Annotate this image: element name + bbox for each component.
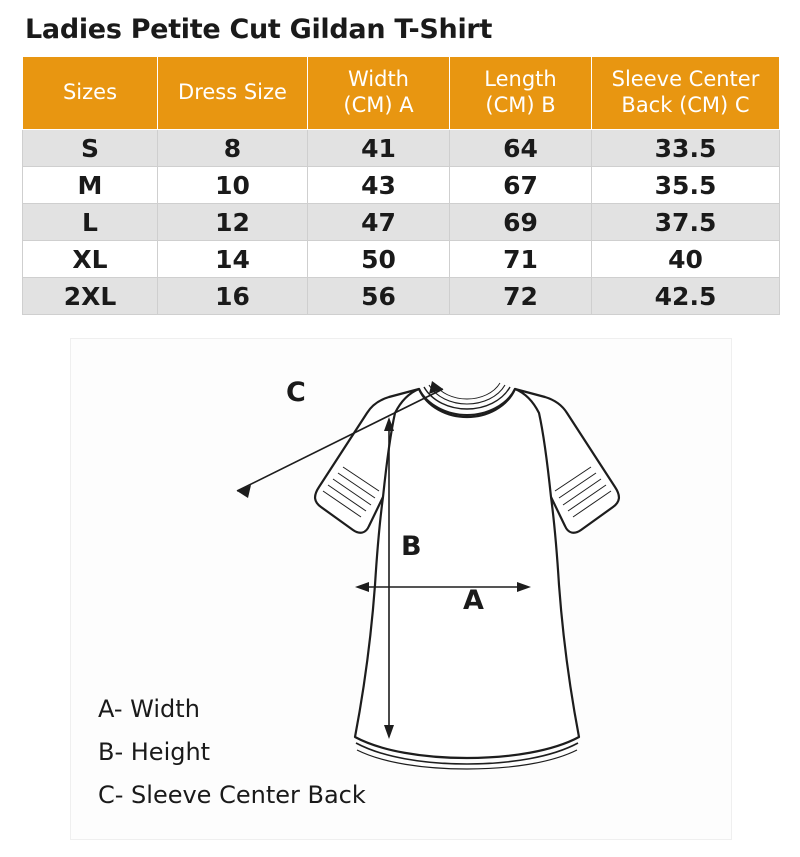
header-line: Width bbox=[347, 67, 409, 92]
header-line: Sizes bbox=[62, 80, 118, 105]
table-header-cell-length bbox=[450, 57, 592, 130]
label-b: B bbox=[401, 531, 422, 562]
measure-a-arrowhead-left bbox=[355, 582, 369, 592]
cell-size: XL bbox=[23, 241, 158, 278]
cell-sleeve: 37.5 bbox=[592, 204, 780, 241]
cell-sleeve: 33.5 bbox=[592, 130, 780, 167]
cell-sleeve: 42.5 bbox=[592, 278, 780, 315]
table-header-cell-sleeve bbox=[592, 57, 780, 130]
table-header-cell-dress-size bbox=[158, 57, 308, 130]
header-line: Length bbox=[484, 67, 557, 92]
cell-length: 64 bbox=[450, 130, 592, 167]
header-line: (CM) A bbox=[343, 93, 414, 117]
cell-dress-size: 12 bbox=[158, 204, 308, 241]
size-table bbox=[22, 56, 780, 315]
cell-size: M bbox=[23, 167, 158, 204]
header-line: Back (CM) C bbox=[621, 93, 750, 117]
table-header-row bbox=[23, 57, 780, 130]
cell-size: 2XL bbox=[23, 278, 158, 315]
cell-length: 69 bbox=[450, 204, 592, 241]
cell-dress-size: 8 bbox=[158, 130, 308, 167]
cell-width: 47 bbox=[308, 204, 450, 241]
cell-dress-size: 16 bbox=[158, 278, 308, 315]
cell-length: 72 bbox=[450, 278, 592, 315]
header-line: Dress Size bbox=[178, 80, 287, 105]
table-header-cell-width bbox=[308, 57, 450, 130]
cell-sleeve: 35.5 bbox=[592, 167, 780, 204]
table-header bbox=[23, 57, 780, 130]
collar-inner-2 bbox=[434, 383, 500, 399]
table-header-cell-sizes bbox=[23, 57, 158, 130]
table-row bbox=[23, 241, 780, 278]
table-row bbox=[23, 167, 780, 204]
table-row bbox=[23, 130, 780, 167]
label-a: A bbox=[463, 585, 484, 616]
legend-item-c: C- Sleeve Center Back bbox=[98, 781, 366, 809]
cell-sleeve: 40 bbox=[592, 241, 780, 278]
table-row bbox=[23, 278, 780, 315]
cell-width: 56 bbox=[308, 278, 450, 315]
legend-item-b: B- Height bbox=[98, 738, 211, 766]
cell-width: 41 bbox=[308, 130, 450, 167]
table-body bbox=[23, 130, 780, 315]
cell-width: 50 bbox=[308, 241, 450, 278]
cell-dress-size: 14 bbox=[158, 241, 308, 278]
header-line: (CM) B bbox=[485, 93, 556, 117]
cell-size: L bbox=[23, 204, 158, 241]
legend-item-a: A- Width bbox=[98, 695, 200, 723]
cell-width: 43 bbox=[308, 167, 450, 204]
cell-dress-size: 10 bbox=[158, 167, 308, 204]
page-title: Ladies Petite Cut Gildan T-Shirt bbox=[25, 14, 493, 45]
table-row bbox=[23, 204, 780, 241]
cell-length: 71 bbox=[450, 241, 592, 278]
cell-length: 67 bbox=[450, 167, 592, 204]
diagram-legend bbox=[98, 688, 366, 817]
cell-size: S bbox=[23, 130, 158, 167]
label-c: C bbox=[286, 377, 306, 408]
header-line: Sleeve Center bbox=[611, 67, 760, 92]
